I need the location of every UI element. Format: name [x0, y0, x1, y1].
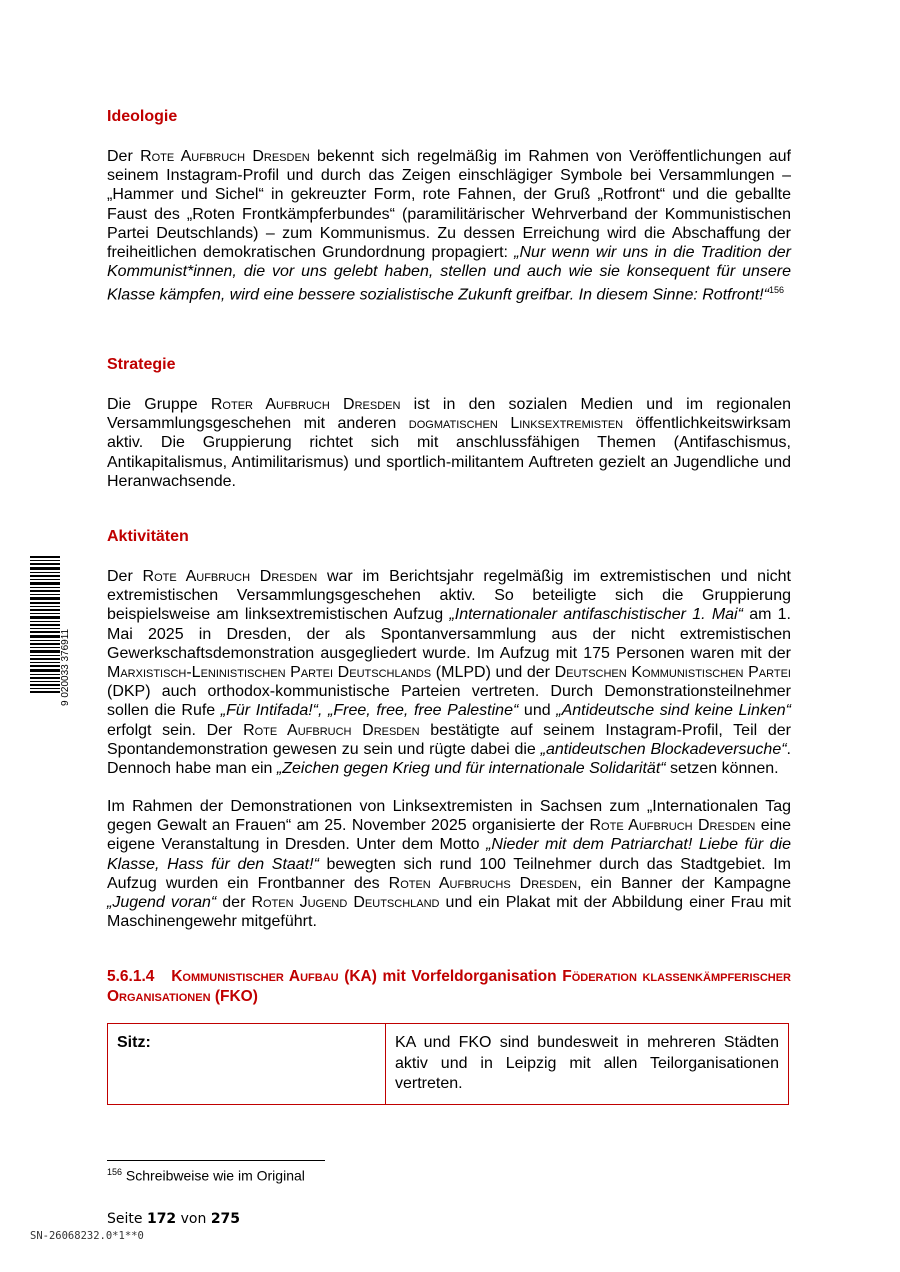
barcode [30, 556, 70, 706]
quote: „Antideutsche sind keine Linken“ [556, 702, 792, 720]
paragraph-ideologie: Der Rote Aufbruch Dresden bekennt sich regelmäßig im Rahmen von Veröffentlichungen auf seinem Instagram-Profil und durch das Zeigen einschlägiger Symbole bei Versammlungen – „Hammer und Sichel“ in gekreuzter Form, rote Fahnen, der Gruß „Rotfront“ und die geballte Faust des „Roten Frontkämpferbundes“ (paramilitärischer Wehrverband der Kommunistischen Partei Deutschlands) – zum Kommunismus. Zu dessen Erreichung wird die Abschaffung der freiheitlichen demokratischen Grundordnung propagiert: „Nur wenn wir uns in die Tradition der Kommunist*innen, die vor uns gelebt haben, stellen und auch wie sie konsequent für unsere Klasse kämpfen, wird eine bessere sozialistische Zukunft greifbar. In diesem Sinne: Rotfront!“$^{156}$ [107, 148, 792, 304]
quote: „Nieder mit dem Patriarchat! Liebe für die Klasse, Hass für den Staat!“ [107, 836, 792, 873]
quote: „Nur wenn wir uns in die Tradition der Kommunist*innen, die vor uns gelebt haben, stellen und auch wie sie konsequent für unsere Klasse kämpfen, wird eine bessere sozialistische Zukunft greifbar. In diesem Sinne: Rotfront!“ [107, 244, 792, 304]
footnote-number: 156 [107, 1167, 123, 1177]
org-name: Rote Aufbruch Dresden [589, 817, 756, 835]
footnote [107, 1167, 305, 1184]
barcode-text: 9 020033 376911 [60, 628, 70, 706]
paragraph-aktivitaeten-2: Im Rahmen der Demonstrationen von Linksextremisten in Sachsen zum „Internationalen Tag gegen Gewalt an Frauen“ am 25. November 2025 organisierte der Rote Aufbruch Dresden eine eigene Veranstaltung in Dresden. Unter dem Motto „Nieder mit dem Patriarchat! Liebe für die Klasse, Hass für den Staat!“ bewegten sich rund 100 Teilnehmer durch das Stadtgebiet. Im Aufzug wurden ein Frontbanner des Roten Aufbruchs Dresden, ein Banner der Kampagne „Jugend voran“ der Roten Jugend Deutschland und ein Plakat mit der Abbildung einer Frau mit Maschinengewehr mitgeführt. [107, 798, 792, 931]
info-table [107, 1023, 789, 1105]
quote: „Jugend voran“ [107, 894, 217, 912]
org-name: Rote Aufbruch Dresden [142, 568, 318, 585]
table-label-cell: Sitz: [108, 1024, 386, 1104]
org-name: Deutschen Kommunistischen Partei [554, 664, 791, 682]
heading-ideologie: Ideologie [107, 108, 178, 125]
section-title: 5.6.1.4 Kommunistischer Aufbau (KA) mit Vorfeldorganisation Föderation klassenkämpferischer Organisationen (FKO) [107, 968, 792, 1005]
org-name: Marxistisch-Leninistischen Partei Deutschlands [107, 664, 432, 682]
heading-aktivitaeten: Aktivitäten [107, 528, 189, 545]
paragraph-aktivitaeten-1: Der Rote Aufbruch Dresden war im Berichtsjahr regelmäßig im extremistischen und nicht extremistischen Versammlungsgeschehen aktiv. So beteiligte sich die Gruppierung beispielsweise am linksextremistischen Aufzug „Internationaler antifaschistischer 1. Mai“ am 1. Mai 2025 in Dresden, der als Spontanversammlung aus der nicht extremistischen Gewerkschaftsdemonstration ausgegliedert wurde. Im Aufzug mit 175 Personen waren mit der Marxistisch-Leninistischen Partei Deutschlands (MLPD) und der Deutschen Kommunistischen Partei (DKP) auch orthodox-kommunistische Parteien vertreten. Durch Demonstrationsteilnehmer sollen die Rufe „Für Intifada!“, „Free, free, free Palestine“ und „Antideutsche sind keine Linken“ erfolgt sein. Der Rote Aufbruch Dresden bestätigte auf seinem Instagram-Profil, Teil der Spontandemonstration gewesen zu sein und rügte dabei die „antideutschen Blockadeversuche“. Dennoch habe man ein „Zeichen gegen Krieg und für internationale Solidarität“ setzen können. [107, 568, 792, 778]
org-name: Rote Aufbruch Dresden [140, 148, 310, 165]
org-name: Roter Aufbruch Dresden [210, 396, 401, 413]
footnote-text: Schreibweise wie im Original [122, 1167, 305, 1184]
footnote-ref[interactable]: 156 [768, 285, 784, 296]
org-name: dogmatischen Linksextremisten [408, 415, 624, 433]
quote: „Internationaler antifaschistischer 1. Mai“ [449, 606, 743, 624]
paragraph-strategie: Die Gruppe Roter Aufbruch Dresden ist in den sozialen Medien und im regionalen Versammlungsgeschehen mit anderen dogmatischen Linksextremisten öffentlichkeitswirksam aktiv. Die Gruppierung richtet sich mit anschlussfähigen Themen (Antifaschismus, Antikapitalismus, Antimilitarismus) und sportlich-militantem Auftreten gezielt an Jugendliche und Heranwachsende. [107, 396, 791, 490]
org-name: Roten Aufbruchs Dresden [388, 874, 578, 892]
heading-strategie: Strategie [107, 356, 176, 373]
quote: „Zeichen gegen Krieg und für internationale Solidarität“ [276, 760, 666, 778]
quote: „Für Intifada!“, „Free, free, free Palestine“ [220, 702, 519, 720]
document-id: SN-26068232.0*1**0 [30, 1230, 144, 1242]
quote: „antideutschen Blockadeversuche“ [540, 740, 787, 758]
footnote-separator [107, 1160, 325, 1161]
page-number: Seite 172 von 275 [107, 1211, 241, 1227]
org-name: Rote Aufbruch Dresden [243, 721, 420, 739]
table-value-cell: KA und FKO sind bundesweit in mehreren Städten aktiv und in Leipzig mit allen Teilorganisationen vertreten. [395, 1034, 779, 1092]
barcode-graphic [30, 556, 70, 706]
org-name: Roten Jugend Deutschland [251, 894, 440, 912]
